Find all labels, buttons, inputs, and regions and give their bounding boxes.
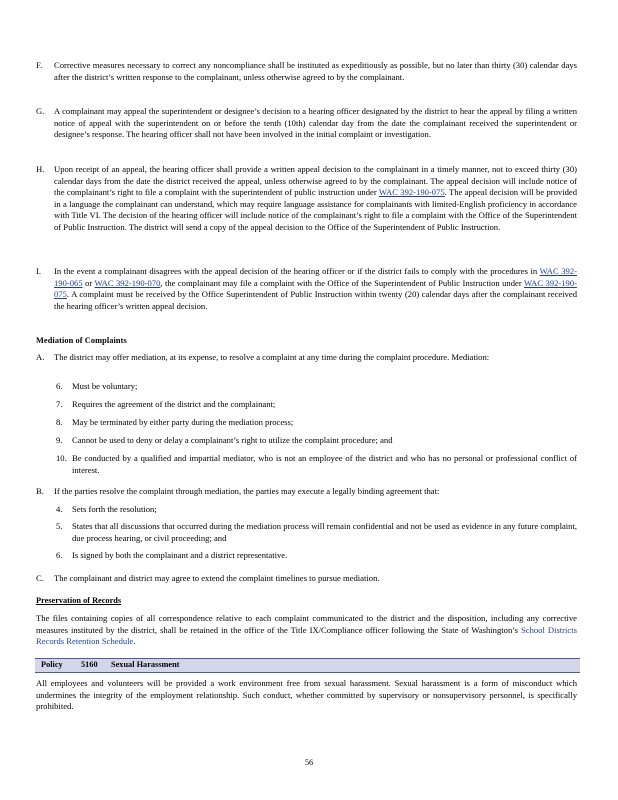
- mediation-a-text: The district may offer mediation, at its expense, to resolve a complaint at any time during the complaint procedure. Mediation:: [54, 352, 490, 362]
- list-item-number: 8.: [56, 417, 63, 427]
- records-text-b: .: [133, 636, 136, 647]
- list-item-number: 6.: [56, 381, 63, 391]
- list-item-number: 6.: [56, 550, 63, 560]
- item-i-text: [54, 266, 577, 312]
- item-h-text-a: Upon receipt of an appeal, the hearing officer shall provide a written appeal decision to the complainant in a timely manner, not to exceed thirty (30) calendar days from the date the district received the appeal, unless otherwise agreed to by the complainant. The appeal decision will include notice of the complainant’s right to file a complaint with the superintendent of public instruction under: [54, 164, 577, 198]
- item-label-g: G.: [36, 106, 45, 116]
- item-h-text-b: . The appeal decision will be provided in a language the complainant can understand, which may require language assistance for complainants with limited-English proficiency in accordance with Title VI. The decision of the hearing officer will include notice of the complainant’s right to file a complaint with the Office of the Superintendent of Public Instruction. The district will send a copy of the appeal decision to the Office of the Superintendent of Public Instruction.: [54, 187, 578, 232]
- list-item-number: 10.: [56, 453, 67, 463]
- mediation-c-text: The complainant and district may agree to extend the complaint timelines to pursue mediation.: [54, 573, 380, 583]
- item-i-text-c: . A complaint must be received by the Office Superintendent of Public Instruction within twenty (20) calendar days after the complainant received the hearing officer’s written appeal decision.: [54, 289, 577, 311]
- list-item-text: States that all discussions that occurred during the mediation process will remain confidential and not be used as evidence in any future complaint, due process hearing, or civil proceeding; and: [72, 521, 577, 543]
- item-label-f: F.: [36, 60, 43, 70]
- item-i-text-a: In the event a complainant disagrees with the appeal decision of the hearing officer or if the district fails to comply with the procedures in: [54, 266, 540, 276]
- mediation-b-text: If the parties resolve the complaint through mediation, the parties may execute a legally binding agreement that:: [54, 486, 440, 496]
- wac-link-075[interactable]: WAC 392-190-075: [378, 187, 445, 198]
- mediation-heading: Mediation of Complaints: [36, 336, 127, 345]
- item-h-text: [54, 164, 577, 234]
- item-f-text: Corrective measures necessary to correct any noncompliance shall be instituted as expeditiously as possible, but no later than thirty (30) calendar days after the district’s written response to the complainant, unless otherwise agreed to by the complainant.: [54, 60, 577, 82]
- policy-text: All employees and volunteers will be provided a work environment free from sexual harassment. Sexual harassment is a form of misconduct which undermines the integrity of the employment relationship. Such conduct, whether committed by supervisory or nonsupervisory personnel, is specifically prohibited.: [36, 678, 577, 712]
- list-item-number: 9.: [56, 435, 63, 445]
- list-item-text: Be conducted by a qualified and impartial mediator, who is not an employee of the district and who has no personal or professional conflict of interest.: [72, 453, 577, 475]
- list-item-number: 7.: [56, 399, 63, 409]
- retention-schedule-link[interactable]: School Districts Records Retention Schedule: [36, 624, 577, 647]
- item-i-mid: or: [82, 277, 95, 288]
- records-heading: Preservation of Records: [36, 596, 122, 605]
- wac-link-070[interactable]: WAC 392-190-070: [94, 277, 161, 288]
- mediation-c-label: C.: [36, 573, 44, 583]
- page-number: 56: [304, 758, 314, 767]
- item-g-text: A complainant may appeal the superintendent or designee’s decision to a hearing officer designated by the district to hear the appeal by filing a written notice of appeal with the superintendent on or before the tenth (10th) calendar day from the date the complainant received the superintendent or designee’s response. The hearing officer shall not have been involved in the initial complaint or investigation.: [54, 106, 577, 140]
- item-label-i: I.: [36, 266, 42, 276]
- policy-label: Policy: [41, 660, 63, 669]
- policy-number: 5160: [81, 660, 98, 669]
- list-item-number: 4.: [56, 504, 63, 514]
- list-item-text: Sets forth the resolution;: [72, 504, 157, 514]
- records-text-a: The files containing copies of all correspondence relative to each complaint communicated to the district and the disposition, including any corrective measures instituted by the district, shall be retained in the office of the Title IX/Compliance officer following the State of Washington’s: [36, 613, 577, 635]
- list-item-text: Cannot be used to deny or delay a complainant’s right to utilize the complaint procedure; and: [72, 435, 393, 445]
- policy-header-bar: [35, 658, 580, 673]
- list-item-text: Is signed by both the complainant and a district representative.: [72, 550, 288, 560]
- list-item-number: 5.: [56, 521, 63, 531]
- mediation-b-label: B.: [36, 486, 44, 496]
- wac-link-075-b[interactable]: WAC 392-190-075: [54, 277, 577, 300]
- policy-title: Sexual Harassment: [111, 660, 180, 669]
- list-item-text: May be terminated by either party during the mediation process;: [72, 417, 294, 427]
- item-i-text-b: , the complainant may file a complaint with the Office of the Superintendent of Public Instruction under: [160, 277, 524, 288]
- list-item-text: Must be voluntary;: [72, 381, 138, 391]
- wac-link-065[interactable]: WAC 392-190-065: [54, 266, 578, 288]
- list-item-text: Requires the agreement of the district and the complainant;: [72, 399, 276, 409]
- item-label-h: H.: [36, 164, 45, 174]
- mediation-a-label: A.: [36, 352, 45, 362]
- records-text: [36, 613, 577, 648]
